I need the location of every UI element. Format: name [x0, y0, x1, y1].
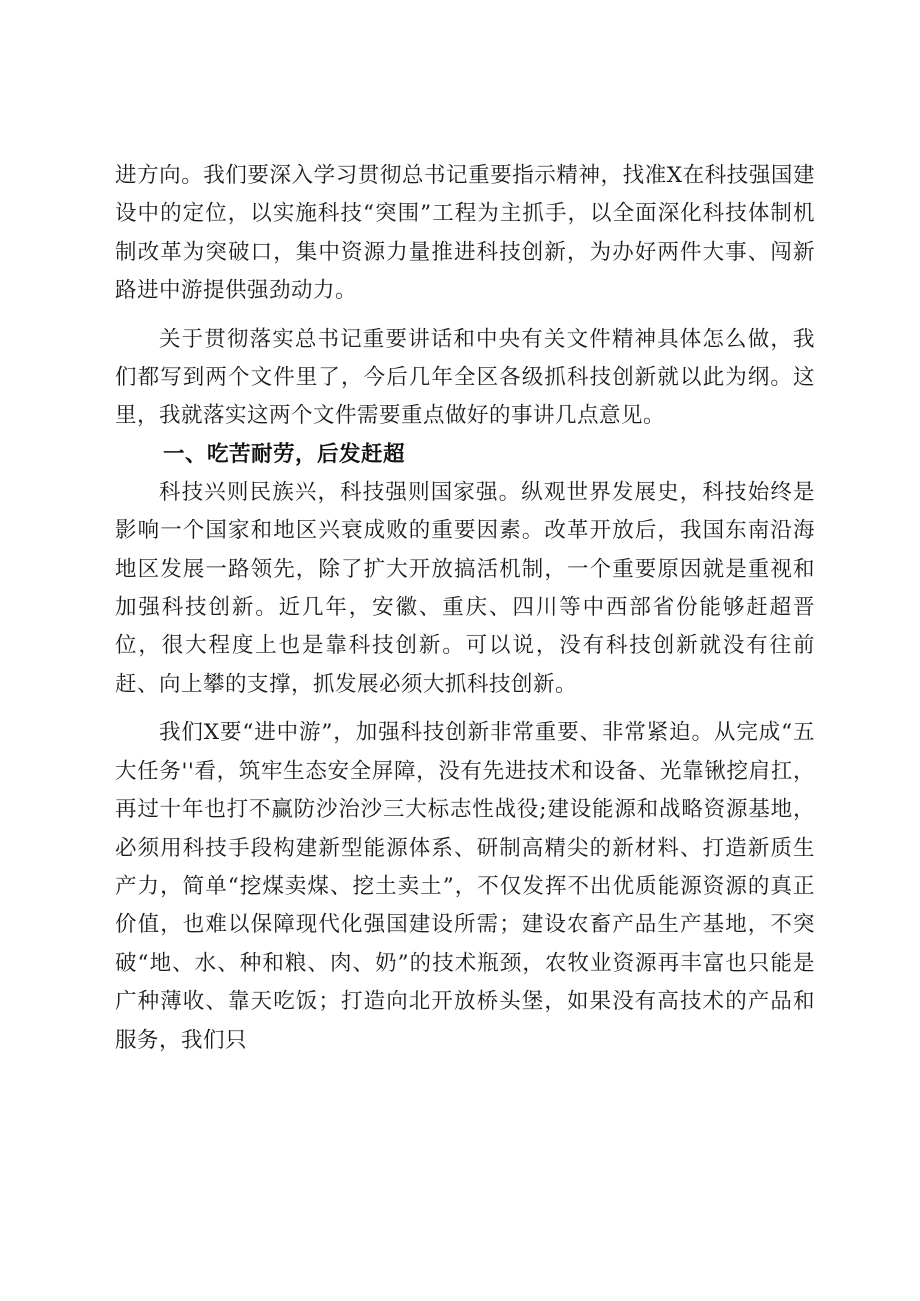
- paragraph-tech-importance: 科技兴则民族兴，科技强则国家强。纵观世界发展史，科技始终是影响一个国家和地区兴衰成败的重要因素。改革开放后，我国东南沿海地区发展一路领先，除了扩大开放搞活机制，一个重要原因就是重视和加强科技创新。近几年，安徽、重庆、四川等中西部省份能够赶超晋位，很大程度上也是靠科技创新。可以说，没有科技创新就没有往前赶、向上攀的支撑，抓发展必须大抓科技创新。: [115, 479, 815, 697]
- paragraph-implementation: 关于贯彻落实总书记重要讲话和中央有关文件精神具体怎么做，我们都写到两个文件里了，今后几年全区各级抓科技创新就以此为纲。这里，我就落实这两个文件需要重点做好的事讲几点意见。: [115, 326, 815, 429]
- document-body: [115, 157, 815, 1060]
- paragraph-continued: 进方向。我们要深入学习贯彻总书记重要指示精神，找准X在科技强国建设中的定位，以实施科技“突围”工程为主抓手，以全面深化科技体制机制改革为突破口，集中资源力量推进科技创新，为办好两件大事、闯新路进中游提供强劲动力。: [115, 163, 815, 304]
- section-heading: 一、吃苦耐劳，后发赶超: [163, 441, 406, 467]
- paragraph-gap: [115, 704, 815, 714]
- paragraph-gap: [115, 311, 815, 321]
- paragraph-five-tasks: 我们X要“进中游”，加强科技创新非常重要、非常紧迫。从完成“五大任务''看，筑牢生态安全屏障，没有先进技术和设备、光靠锹挖肩扛，再过十年也打不赢防沙治沙三大标志性战役;建设能源和战略资源基地，必须用科技手段构建新型能源体系、研制高精尖的新材料、打造新质生产力，简单“挖煤卖煤、挖土卖土”，不仅发挥不出优质能源资源的真正价值，也难以保障现代化强国建设所需；建设农畜产品生产基地，不突破“地、水、种和粮、肉、奶”的技术瓶颈，农牧业资源再丰富也只能是广种薄收、靠天吃饭；打造向北开放桥头堡，如果没有高技术的产品和服务，我们只: [115, 720, 815, 1053]
